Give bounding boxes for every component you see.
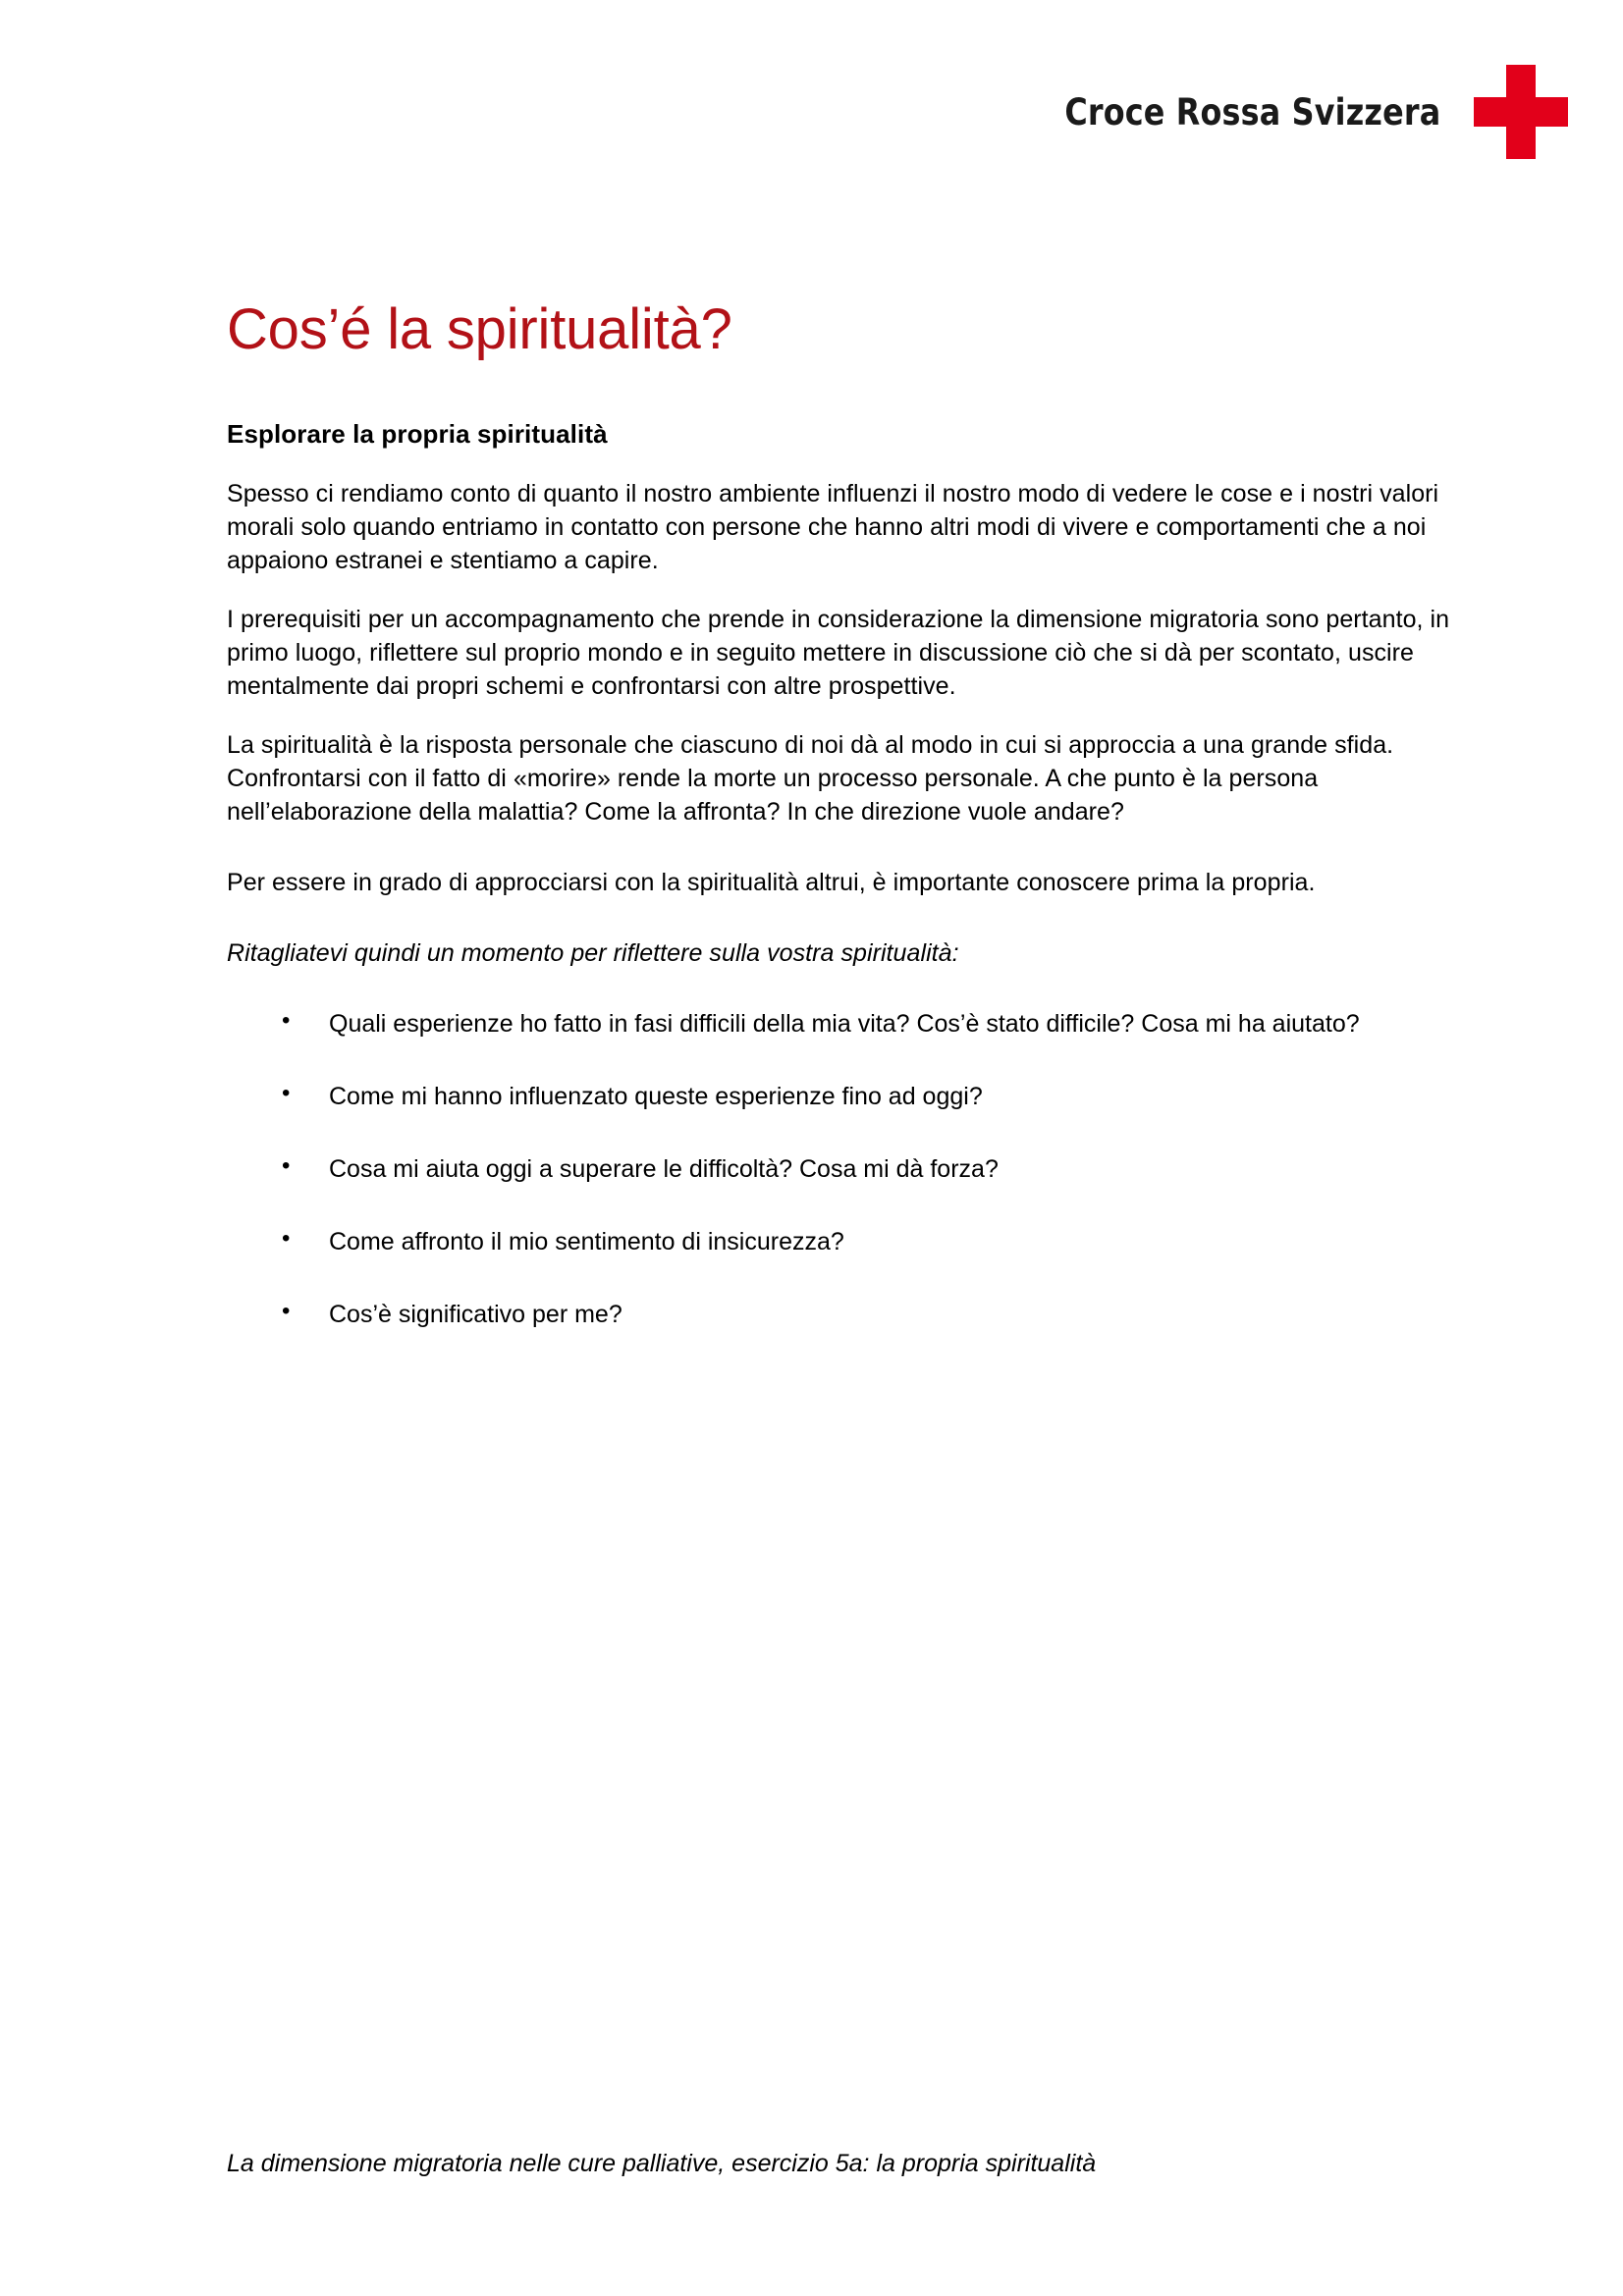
list-item-label: Cosa mi aiuta oggi a superare le difficoltà? Cosa mi dà forza? — [329, 1154, 999, 1183]
document-body — [227, 297, 1466, 1370]
brand-logo-text: Croce Rossa Svizzera — [1063, 90, 1440, 133]
bullet-icon: • — [282, 1297, 291, 1324]
list-item-label: Quali esperienze ho fatto in fasi difficili della mia vita? Cos’è stato difficile? Cosa mi ha aiutato? — [329, 1009, 1360, 1038]
list-item — [227, 1152, 1466, 1186]
list-item — [227, 1007, 1466, 1041]
bullet-icon: • — [282, 1151, 291, 1179]
red-cross-icon — [1474, 65, 1568, 159]
list-item — [227, 1225, 1466, 1258]
paragraph-3: La spiritualità è la risposta personale che ciascuno di noi dà al modo in cui si approccia a una grande sfida. Confrontarsi con il fatto di «morire» rende la morte un processo personale. A che punto è la persona nell’elaborazione della malattia? Come la affronta? In che direzione vuole andare? — [227, 730, 1394, 826]
list-item — [227, 1298, 1466, 1331]
reflection-prompt: Ritagliatevi quindi un momento per riflettere sulla vostra spiritualità: — [227, 938, 959, 967]
paragraph-4: Per essere in grado di approcciarsi con la spiritualità altrui, è importante conoscere prima la propria. — [227, 868, 1316, 896]
bullet-icon: • — [282, 1006, 291, 1034]
list-item-label: Come mi hanno influenzato queste esperienze fino ad oggi? — [329, 1082, 983, 1110]
bullet-icon: • — [282, 1079, 291, 1106]
red-cross-horizontal-bar — [1474, 97, 1568, 127]
bullet-icon: • — [282, 1224, 291, 1252]
page-footer: La dimensione migratoria nelle cure palliative, esercizio 5a: la propria spiritualità — [227, 2150, 1097, 2177]
paragraph-1: Spesso ci rendiamo conto di quanto il nostro ambiente influenzi il nostro modo di vedere le cose e i nostri valori morali solo quando entriamo in contatto con persone che hanno altri modi di vivere e comportamenti che a noi appaiono estranei e stentiamo a capire. — [227, 479, 1439, 574]
brand-logo — [1003, 65, 1568, 159]
list-item-label: Cos’è significativo per me? — [329, 1300, 622, 1328]
section-heading: Esplorare la propria spiritualità — [227, 418, 608, 449]
page-title: Cos’é la spiritualità? — [227, 297, 732, 361]
list-item-label: Come affronto il mio sentimento di insicurezza? — [329, 1227, 844, 1255]
question-list — [227, 1007, 1466, 1331]
paragraph-2: I prerequisiti per un accompagnamento che prende in considerazione la dimensione migratoria sono pertanto, in primo luogo, riflettere sul proprio mondo e in seguito mettere in discussione ciò che si dà per scontato, uscire mentalmente dai propri schemi e confrontarsi con altre prospettive. — [227, 605, 1450, 700]
list-item — [227, 1080, 1466, 1113]
